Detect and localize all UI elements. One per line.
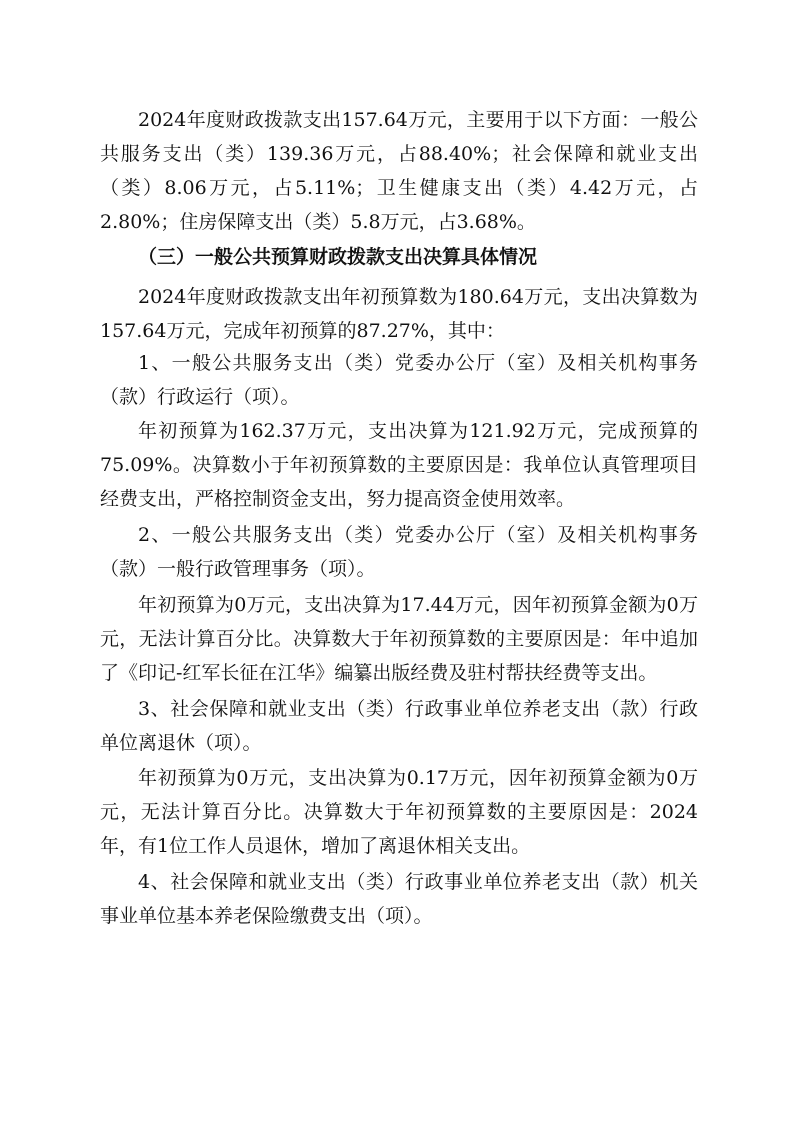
item-3-title: 3、社会保障和就业支出（类）行政事业单位养老支出（款）行政单位离退休（项）。 — [100, 698, 698, 754]
item-1-body: 年初预算为162.37万元，支出决算为121.92万元，完成预算的75.09%。决算数小于年初预算数的主要原因是：我单位认真管理项目经费支出，严格控制资金支出，努力提高资金使用效率。 — [100, 420, 698, 510]
summary-paragraph: 2024年度财政拨款支出157.64万元，主要用于以下方面：一般公共服务支出（类）139.36万元，占88.40%；社会保障和就业支出（类）8.06万元，占5.11%；卫生健康支出（类）4.42万元，占2.80%；住房保障支出（类）5.8万元，占3.68%。 — [100, 109, 698, 233]
section-heading: （三）一般公共预算财政拨款支出决算具体情况 — [138, 246, 538, 268]
item-2-title: 2、一般公共服务支出（类）党委办公厅（室）及相关机构事务（款）一般行政管理事务（项）。 — [100, 524, 698, 580]
item-2-body: 年初预算为0万元，支出决算为17.44万元，因年初预算金额为0万元，无法计算百分比。决算数大于年初预算数的主要原因是：年中追加了《印记-红军长征在江华》编纂出版经费及驻村帮扶经费等支出。 — [100, 594, 698, 684]
budget-overview-paragraph: 2024年度财政拨款支出年初预算数为180.64万元，支出决算数为157.64万元，完成年初预算的87.27%，其中： — [100, 286, 698, 342]
item-3-body: 年初预算为0万元，支出决算为0.17万元，因年初预算金额为0万元，无法计算百分比。决算数大于年初预算数的主要原因是：2024年，有1位工作人员退休，增加了离退休相关支出。 — [100, 767, 698, 857]
item-4-title: 4、社会保障和就业支出（类）行政事业单位养老支出（款）机关事业单位基本养老保险缴费支出（项）。 — [100, 871, 698, 927]
item-1-title: 1、一般公共服务支出（类）党委办公厅（室）及相关机构事务（款）行政运行（项）。 — [100, 352, 698, 408]
